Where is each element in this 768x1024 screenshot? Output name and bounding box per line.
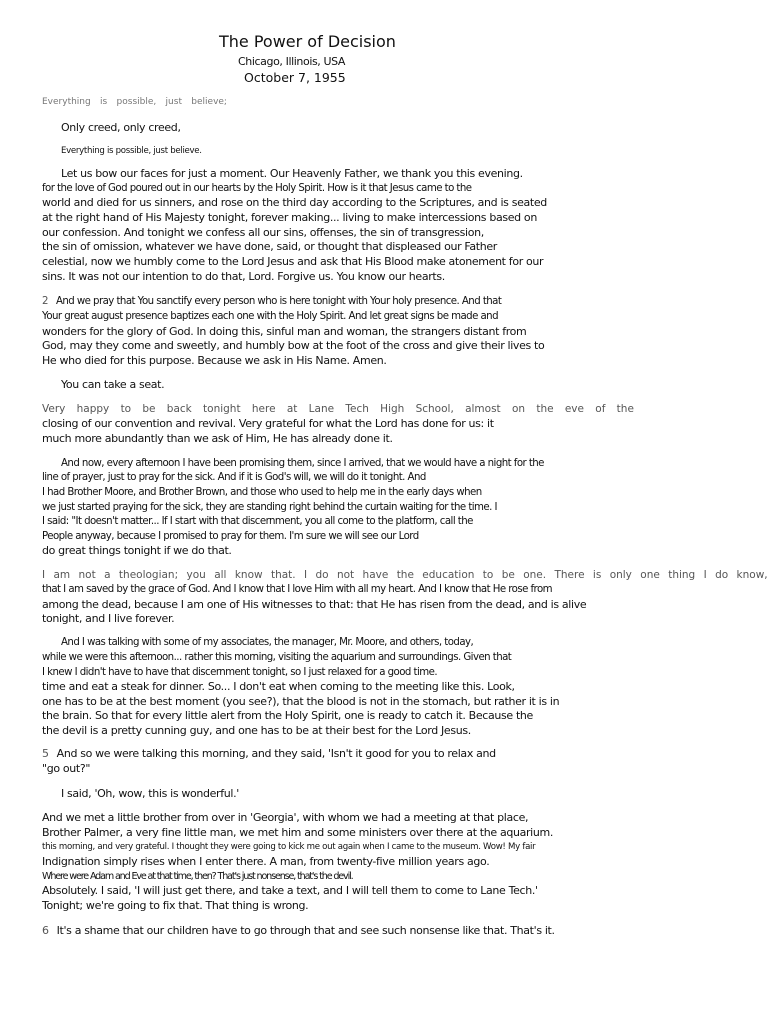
text-line (42, 255, 543, 268)
text-line (61, 145, 202, 158)
text-line (42, 680, 515, 693)
word: not (78, 569, 96, 581)
line-text: the brain. So that for every little alert from the Holy Spirit, one is ready to catch it. Because the (42, 709, 533, 722)
word: the (616, 403, 634, 415)
word: theologian; (118, 569, 179, 581)
text-line (42, 96, 227, 109)
word: I (304, 569, 308, 581)
numbered-paragraph-line (42, 747, 496, 760)
line-text: And so we were talking this morning, and they said, 'Isn't it good for you to relax and (56, 747, 496, 760)
text-line (42, 709, 533, 722)
line-text: He who died for this purpose. Because we ask in His Name. Amen. (42, 354, 387, 367)
line-text: wonders for the glory of God. In doing this, sinful man and woman, the strangers distant from (42, 325, 527, 338)
word: know, (736, 569, 768, 581)
text-line (42, 417, 494, 430)
word: am (53, 569, 71, 581)
line-text: I said, 'Oh, wow, this is wonderful.' (61, 787, 239, 800)
word: School, (415, 403, 454, 415)
word: High (380, 403, 405, 415)
word: do (315, 569, 329, 581)
word: education (422, 569, 475, 581)
text-line (42, 899, 308, 912)
word: to (120, 403, 132, 415)
text-line (42, 651, 511, 664)
word: do (715, 569, 729, 581)
line-text: Your great august presence baptizes each one with the Holy Spirit. And let great signs be made and (42, 311, 499, 322)
line-text: Where were Adam and Eve at that time, then? That's just nonsense, that's the devil. (42, 871, 353, 882)
word: tonight (203, 403, 241, 415)
line-text: much more abundantly than we ask of Him, He has already done it. (42, 432, 393, 445)
text-line (42, 240, 497, 253)
text-line (42, 403, 634, 416)
numbered-paragraph-line (42, 295, 501, 308)
line-text: God, may they come and sweetly, and humbly bow at the foot of the cross and give their lives to (42, 339, 545, 352)
word: almost (465, 403, 501, 415)
line-text: the sin of omission, whatever we have done, said, or thought that displeased our Father (42, 240, 497, 253)
line-text: tonight, and I live forever. (42, 612, 175, 625)
word: at (286, 403, 298, 415)
line-text: one has to be at the best moment (you see?), that the blood is not in the stomach, but rather it is in (42, 695, 560, 708)
line-text: line of prayer, just to pray for the sick. And if it is God's will, we will do it tonight. And (42, 472, 426, 483)
word: is (592, 569, 602, 581)
text-line (42, 226, 484, 239)
text-line (42, 811, 528, 824)
word: of (595, 403, 606, 415)
word: only (609, 569, 632, 581)
word: know (234, 569, 263, 581)
word: eve (564, 403, 584, 415)
text-line (42, 762, 90, 775)
line-text: I had Brother Moore, and Brother Brown, and those who used to help me in the early days when (42, 487, 482, 498)
word: Very (42, 403, 66, 415)
line-text: time and eat a steak for dinner. So... I don't eat when coming to the meeting like this. Look, (42, 680, 515, 693)
word: that. (270, 569, 296, 581)
word: the (536, 403, 554, 415)
word: thing (668, 569, 696, 581)
line-text: the devil is a pretty cunning guy, and one has to be at their best for the Lord Jesus. (42, 724, 471, 737)
word: believe; (191, 97, 227, 107)
text-line (42, 339, 544, 352)
text-line (42, 270, 445, 283)
line-text: closing of our convention and revival. Very grateful for what the Lord has done for us: it (42, 417, 494, 430)
text-line (42, 196, 547, 209)
text-line (42, 501, 497, 514)
word: one. (523, 569, 547, 581)
word: be (142, 403, 156, 415)
text-line (61, 457, 544, 470)
line-text: Let us bow our faces for just a moment. Our Heavenly Father, we thank you this evening. (61, 167, 523, 180)
text-line (42, 826, 553, 839)
line-text: while we were this afternoon... rather this morning, visiting the aquarium and surroundings. Given that (42, 652, 512, 663)
word: I (42, 569, 46, 581)
line-text: we just started praying for the sick, they are standing right behind the curtain waiting for the time. I (42, 502, 497, 513)
word: possible, (116, 97, 157, 107)
text-line (42, 211, 537, 224)
line-text: for the love of God poured out in our hearts by the Holy Spirit. How is it that Jesus came to the (42, 183, 472, 194)
word: happy (76, 403, 110, 415)
word: not (336, 569, 355, 581)
text-line (42, 666, 437, 679)
text-line (42, 515, 473, 528)
text-line (42, 569, 768, 582)
line-text: Only creed, only creed, (61, 121, 181, 134)
word: back (166, 403, 192, 415)
word: Lane (308, 403, 335, 415)
numbered-paragraph-line (42, 924, 555, 937)
line-text: Brother Palmer, a very fine little man, we met him and some ministers over there at the aquarium. (42, 826, 554, 839)
line-text: sins. It was not our intention to do that, Lord. Forgive us. You know our hearts. (42, 270, 445, 283)
word: on (511, 403, 526, 415)
text-line (42, 612, 174, 625)
text-line (42, 598, 586, 611)
word: just (165, 97, 182, 107)
text-line (42, 841, 535, 854)
text-line (42, 471, 426, 484)
line-text: do great things tonight if we do that. (42, 544, 232, 557)
line-text: And I was talking with some of my associates, the manager, Mr. Moore, and others, today, (61, 637, 474, 648)
text-line (61, 167, 523, 180)
word: here (251, 403, 276, 415)
line-text: that I am saved by the grace of God. And I know that I love Him with all my heart. And I know that He rose from (42, 584, 553, 595)
line-text: Indignation simply rises when I enter there. A man, from twenty-five million years ago. (42, 855, 490, 868)
text-line (42, 432, 393, 445)
text-line (61, 121, 181, 134)
line-text: "go out?" (42, 762, 91, 775)
location: Chicago, Illinois, USA (238, 55, 346, 68)
word: Tech (345, 403, 369, 415)
word: have (362, 569, 389, 581)
word: a (104, 569, 111, 581)
line-text: at the right hand of His Majesty tonight, forever making... living to make intercessions based on (42, 211, 537, 224)
line-text: People anyway, because I promised to pray for them. I'm sure we will see our Lord (42, 531, 419, 542)
line-text: Absolutely. I said, 'I will just get there, and take a text, and I will tell them to come to Lane Tech.' (42, 884, 538, 897)
text-line (61, 378, 164, 391)
page-title: The Power of Decision (219, 32, 396, 51)
text-line (61, 636, 473, 649)
word: be (501, 569, 515, 581)
text-line (42, 855, 489, 868)
text-line (42, 544, 232, 557)
text-line (42, 884, 538, 897)
line-text: And we met a little brother from over in 'Georgia', with whom we had a meeting at that place, (42, 811, 529, 824)
text-line (42, 724, 471, 737)
text-line (42, 310, 498, 323)
text-line (42, 695, 559, 708)
line-text: And now, every afternoon I have been promising them, since I arrived, that we would have a night for the (61, 458, 544, 469)
line-text: And we pray that You sanctify every person who is here tonight with Your holy presence. And that (55, 296, 502, 307)
text-line (42, 182, 472, 195)
text-line (42, 530, 419, 543)
line-text: Everything is possible, just believe. (61, 146, 202, 156)
line-text: It's a shame that our children have to go through that and see such nonsense like that. That's it. (56, 924, 555, 937)
line-text: this morning, and very grateful. I thought they were going to kick me out again when I came to the museum. Wow! My fair (42, 842, 536, 852)
line-text: our confession. And tonight we confess all our sins, offenses, the sin of transgression, (42, 226, 484, 239)
date: October 7, 1955 (244, 70, 346, 85)
word: all (214, 569, 227, 581)
text-line (61, 787, 239, 800)
word: is (100, 97, 108, 107)
line-text: You can take a seat. (61, 378, 165, 391)
paragraph-number: 6 (42, 924, 49, 937)
word: to (482, 569, 494, 581)
line-text: Tonight; we're going to fix that. That thing is wrong. (42, 899, 309, 912)
text-line (42, 325, 526, 338)
paragraph-number: 2 (42, 296, 48, 307)
line-text: I said: "It doesn't matter... If I start with that discernment, you all come to the platform, call the (42, 516, 473, 527)
text-line (42, 486, 482, 499)
line-text: celestial, now we humbly come to the Lord Jesus and ask that His Blood make atonement for our (42, 255, 544, 268)
line-text: world and died for us sinners, and rose on the third day according to the Scriptures, and is seated (42, 196, 547, 209)
word: one (640, 569, 660, 581)
text-line (42, 870, 353, 883)
line-text: I knew I didn't have to have that discernment tonight, so I just relaxed for a good time. (42, 667, 438, 678)
word: the (396, 569, 414, 581)
word: I (703, 569, 707, 581)
text-line (42, 354, 387, 367)
paragraph-number: 5 (42, 747, 49, 760)
word: There (554, 569, 585, 581)
text-line (42, 583, 552, 596)
word: Everything (42, 97, 91, 107)
line-text: among the dead, because I am one of His witnesses to that: that He has risen from the dead, and is alive (42, 598, 587, 611)
word: you (186, 569, 206, 581)
